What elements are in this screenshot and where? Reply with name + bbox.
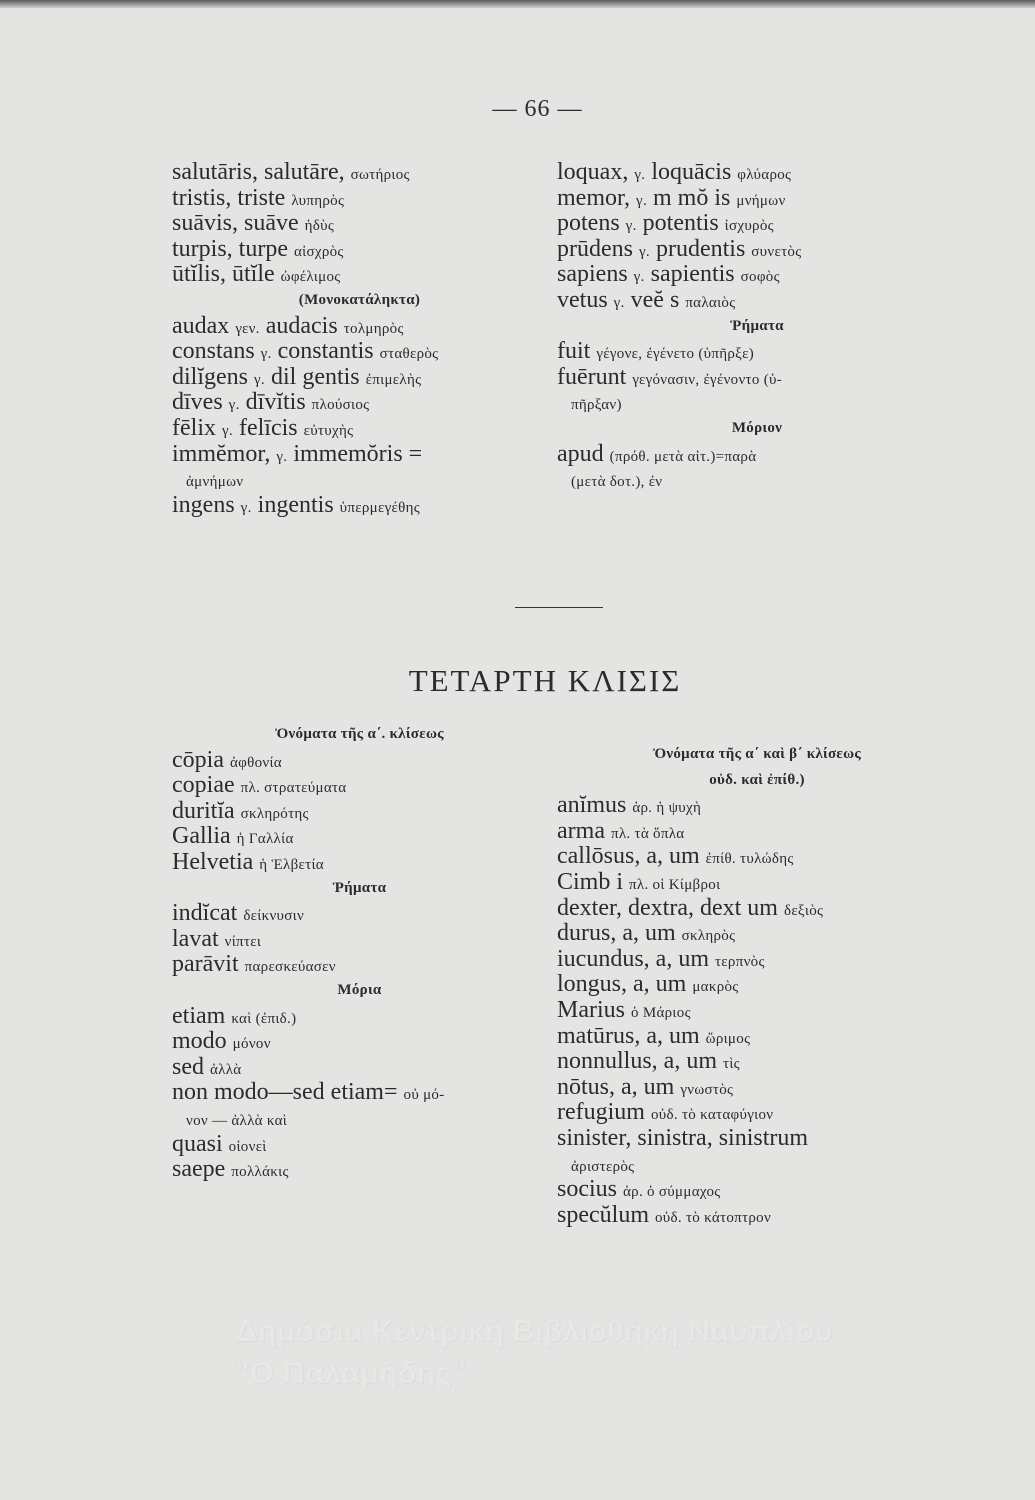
greek-text: πλ. οἱ Κίμβροι <box>629 876 721 893</box>
latin-text: salutāris, salutāre, <box>172 159 345 185</box>
greek-text: σωτήριος <box>350 167 410 183</box>
latin-text: tristis, triste <box>172 184 286 211</box>
vocab-entry <box>172 927 547 953</box>
greek-text: σκληρότης <box>240 805 309 822</box>
page-top-edge <box>0 0 1035 8</box>
latin-text: callōsus, a, um <box>557 843 700 870</box>
greek-text: δείκνυσιν <box>243 908 305 925</box>
library-watermark <box>235 1310 995 1394</box>
greek-text: νίπτει <box>224 933 262 950</box>
latin-text: dilĭgens <box>172 363 248 390</box>
greek-text: ἡδὺς <box>304 218 335 235</box>
vocab-entry <box>557 998 957 1024</box>
greek-text: Ὀνόματα τῆς α΄. κλίσεως <box>275 726 444 742</box>
category-heading <box>172 722 547 748</box>
watermark-line-2: "Ο Παλαμήδης" <box>235 1355 467 1390</box>
latin-text: Gallia <box>172 823 231 850</box>
greek-text: νον — ἀλλὰ καὶ <box>186 1112 288 1129</box>
latin-text: arma <box>557 817 605 844</box>
greek-text: ἀρ. ὁ σύμμαχος <box>623 1184 721 1201</box>
vocab-entry <box>557 870 957 896</box>
greek-text: πλ. στρατεύματα <box>240 780 347 797</box>
vocab-entry <box>172 416 547 442</box>
latin-text: durus, a, um <box>557 920 676 947</box>
greek-text: γ. <box>260 346 272 363</box>
latin-text: potens <box>557 210 620 237</box>
greek-text: γ. <box>240 499 252 516</box>
vocab-entry <box>172 824 547 850</box>
latin-text: specŭlum <box>557 1201 649 1228</box>
latin-text: copiae <box>172 772 235 799</box>
latin-text: loquācis <box>651 159 732 185</box>
vocab-entry <box>172 850 547 876</box>
latin-text: felīcis <box>238 414 298 441</box>
greek-text: οὐδ. τὸ κάτοπτρον <box>654 1209 772 1226</box>
vocab-entry <box>557 921 957 947</box>
upper-left-column <box>172 160 547 518</box>
vocab-entry <box>172 773 547 799</box>
greek-text: τὶς <box>723 1056 740 1073</box>
vocab-entry <box>172 901 547 927</box>
latin-text: ingens <box>172 491 235 518</box>
section-title: ΤΕΤΑΡΤΗ ΚΛΙΣΙΣ <box>408 663 682 698</box>
vocab-entry <box>172 748 547 774</box>
latin-text: fuērunt <box>557 363 627 390</box>
latin-text: socius <box>557 1176 617 1203</box>
latin-text: lavat <box>172 925 219 952</box>
greek-text: ὑπερμεγέθης <box>339 499 420 516</box>
greek-text: γ. <box>228 397 240 414</box>
latin-text: ūtĭlis, ūtĭle <box>172 261 275 288</box>
latin-text: dīvĭtis <box>245 389 306 416</box>
latin-text: m mŏ is <box>653 184 731 211</box>
vocab-entry <box>172 160 547 186</box>
upper-right-column <box>557 160 957 493</box>
greek-text: γνωστὸς <box>680 1081 734 1098</box>
vocab-entry <box>172 1132 547 1158</box>
latin-text: iucundus, a, um <box>557 945 709 972</box>
greek-text: καὶ (ἐπιδ.) <box>231 1010 297 1027</box>
greek-text: οὐ μό- <box>403 1087 445 1104</box>
greek-text: τολμηρὸς <box>343 320 404 337</box>
latin-text: Marius <box>557 996 625 1023</box>
category-heading <box>557 416 957 442</box>
vocab-entry <box>557 160 957 186</box>
greek-text: μνήμων <box>736 192 786 209</box>
vocab-entry <box>172 952 547 978</box>
greek-text: δεξιὸς <box>783 902 824 919</box>
latin-text: modo <box>172 1028 227 1055</box>
greek-text: γ. <box>221 422 233 439</box>
greek-text: ἡ Γαλλία <box>236 831 294 848</box>
category-heading <box>557 314 957 340</box>
latin-text: audacis <box>265 312 338 339</box>
vocab-entry <box>172 390 547 416</box>
vocab-entry <box>557 1177 957 1203</box>
latin-text: audax <box>172 312 230 339</box>
latin-text: cōpia <box>172 746 224 773</box>
greek-text: (Μονοκατάληκτα) <box>298 291 421 308</box>
greek-text: πλούσιος <box>311 397 370 414</box>
greek-text: ἡ Ἑλβετία <box>259 856 324 873</box>
greek-text: οὐδ. τὸ καταφύγιον <box>650 1107 774 1124</box>
entry-continuation <box>172 1106 547 1132</box>
latin-text: longus, a, um <box>557 971 687 998</box>
greek-text: ἀλλὰ <box>210 1061 242 1078</box>
greek-text: ἀρ. ἡ ψυχὴ <box>632 800 702 817</box>
vocab-entry <box>557 1075 957 1101</box>
greek-text: γ. <box>636 192 648 209</box>
latin-text: refugium <box>557 1099 645 1126</box>
vocab-entry <box>557 1024 957 1050</box>
greek-text: σοφὸς <box>740 269 780 286</box>
greek-text: ἀμνήμων <box>186 474 244 491</box>
vocab-entry <box>557 365 957 391</box>
category-heading <box>557 768 957 794</box>
entry-continuation <box>557 1152 957 1178</box>
vocab-entry <box>557 844 957 870</box>
greek-text: σκληρὸς <box>681 928 736 945</box>
greek-text: οἱονεὶ <box>228 1138 267 1155</box>
greek-text: ἀφθονία <box>229 754 282 771</box>
greek-text: ὁ Μάριος <box>631 1004 691 1021</box>
category-heading <box>557 742 957 768</box>
latin-text: duritĭa <box>172 797 235 824</box>
greek-text: ἰσχυρὸς <box>724 218 774 235</box>
greek-text: παλαιὸς <box>685 294 736 311</box>
vocab-entry <box>172 1029 547 1055</box>
greek-text: ἐπίθ. τυλώδης <box>705 851 794 868</box>
category-heading <box>172 978 547 1004</box>
vocab-entry <box>557 1049 957 1075</box>
greek-text: Ὀνόματα τῆς α΄ καὶ β΄ κλίσεως <box>652 746 862 762</box>
greek-text: οὐδ. καὶ ἐπίθ.) <box>709 771 805 788</box>
lower-left-column <box>172 722 547 1183</box>
latin-text: loquax, <box>557 159 629 185</box>
greek-text: Ῥήματα <box>730 317 784 334</box>
greek-text: τερπνὸς <box>714 953 765 970</box>
greek-text: (πρόθ. μετὰ αἰτ.)=παρὰ <box>609 448 757 465</box>
section-divider-rule <box>515 607 603 608</box>
latin-text: sapiens <box>557 261 628 288</box>
vocab-entry <box>557 211 957 237</box>
vocab-entry <box>172 1157 547 1183</box>
vocab-entry <box>172 1055 547 1081</box>
latin-text: turpis, turpe <box>172 235 288 262</box>
vocab-entry <box>172 339 547 365</box>
latin-text: saepe <box>172 1156 226 1183</box>
greek-text: φλύαρος <box>737 167 792 183</box>
vocab-entry <box>172 493 547 519</box>
greek-text: συνετὸς <box>751 243 802 260</box>
vocab-entry <box>557 947 957 973</box>
vocab-entry <box>557 793 957 819</box>
vocab-entry <box>557 896 957 922</box>
greek-text: πολλάκις <box>231 1164 289 1181</box>
greek-text: γ. <box>276 448 288 465</box>
latin-text: parāvit <box>172 951 239 978</box>
vocab-entry <box>172 1004 547 1030</box>
latin-text: anĭmus <box>557 792 627 819</box>
latin-text: nonnullus, a, um <box>557 1048 717 1075</box>
latin-text: etiam <box>172 1002 226 1029</box>
vocab-entry <box>557 819 957 845</box>
greek-text: λυπηρὸς <box>291 192 345 209</box>
vocab-entry <box>172 365 547 391</box>
latin-text: fuit <box>557 338 591 365</box>
greek-text: παρεσκεύασεν <box>244 959 336 976</box>
greek-text: πλ. τὰ ὅπλα <box>610 825 685 842</box>
greek-text: μόνον <box>232 1036 271 1053</box>
latin-text: memor, <box>557 184 631 211</box>
latin-text: prūdens <box>557 235 633 262</box>
entry-continuation <box>172 467 547 493</box>
greek-text: ἐπιμελὴς <box>365 371 422 388</box>
greek-text: μακρὸς <box>692 979 739 996</box>
vocab-entry <box>172 211 547 237</box>
latin-text: constantis <box>277 338 374 365</box>
latin-text: constans <box>172 338 255 365</box>
latin-text: prudentis <box>655 235 746 262</box>
greek-text: Μόρια <box>337 981 382 998</box>
vocab-entry <box>557 1203 957 1229</box>
greek-text: γεν. <box>235 320 260 337</box>
greek-text: γέγονε, ἐγένετο (ὑπῆρξε) <box>596 346 755 363</box>
greek-text: Μόριον <box>731 419 783 436</box>
latin-text: potentis <box>642 210 719 237</box>
greek-text: σταθερὸς <box>379 346 439 363</box>
greek-text: Ῥήματα <box>332 879 387 896</box>
greek-text: γ. <box>638 243 650 260</box>
greek-text: γ. <box>634 167 646 183</box>
greek-text: γ. <box>633 269 645 286</box>
vocab-entry <box>172 262 547 288</box>
vocab-entry <box>557 288 957 314</box>
vocab-entry <box>557 186 957 212</box>
greek-text: (μετὰ δοτ.), ἐν <box>571 474 663 491</box>
greek-text: ὠφέλιμος <box>280 269 341 286</box>
latin-text: indĭcat <box>172 900 238 927</box>
latin-text: dexter, dextra, dext um <box>557 894 778 921</box>
vocab-entry <box>172 186 547 212</box>
latin-text: veĕ s <box>630 286 680 313</box>
latin-text: immĕmor, <box>172 440 271 467</box>
vocab-entry <box>172 314 547 340</box>
greek-text: αἰσχρὸς <box>293 243 344 260</box>
vocab-entry <box>172 799 547 825</box>
vocab-entry <box>557 972 957 998</box>
latin-text: dil gentis <box>270 363 360 390</box>
vocab-entry <box>557 237 957 263</box>
latin-text: Helvetia <box>172 848 254 875</box>
vocab-entry <box>557 262 957 288</box>
vocab-entry <box>172 1080 547 1106</box>
latin-text: sed <box>172 1053 204 1080</box>
greek-text: γ. <box>254 371 265 388</box>
latin-text: sapientis <box>650 261 735 288</box>
greek-text: γεγόνασιν, ἐγένοντο (ὑ- <box>632 371 783 388</box>
latin-text: fēlix <box>172 414 216 441</box>
vocab-entry <box>172 442 547 468</box>
latin-text: sinister, sinistra, sinistrum <box>557 1124 809 1151</box>
latin-text: apud <box>557 440 604 467</box>
vocab-entry <box>172 237 547 263</box>
watermark-line-1: Δημόσια Κεντρική Βιβλιοθήκη Ναυπλίου <box>235 1313 833 1348</box>
latin-text: dīves <box>172 389 223 416</box>
page-number: — 66 — <box>492 96 583 122</box>
greek-text: ἀριστερὸς <box>571 1158 635 1175</box>
latin-text: vetus <box>557 286 608 313</box>
latin-text: suāvis, suāve <box>172 210 299 237</box>
latin-text: matūrus, a, um <box>557 1022 700 1049</box>
vocab-entry <box>557 1126 957 1152</box>
lower-right-column <box>557 742 957 1228</box>
latin-text: quasi <box>172 1130 223 1157</box>
latin-text: non modo—sed etiam= <box>172 1079 398 1106</box>
vocab-entry <box>557 442 957 468</box>
greek-text: γ. <box>613 294 625 311</box>
greek-text: εὐτυχὴς <box>303 422 354 439</box>
latin-text: Cimb i <box>557 868 624 895</box>
category-heading <box>172 876 547 902</box>
greek-text: πῆρξαν) <box>571 397 622 414</box>
greek-text: ὥριμος <box>705 1030 751 1047</box>
vocab-entry <box>557 1100 957 1126</box>
entry-continuation <box>557 467 957 493</box>
latin-text: immemŏris = <box>293 440 423 467</box>
entry-continuation <box>557 390 957 416</box>
vocab-entry <box>557 339 957 365</box>
greek-text: γ. <box>625 218 637 235</box>
latin-text: nōtus, a, um <box>557 1073 675 1100</box>
category-heading <box>172 288 547 314</box>
latin-text: ingentis <box>257 491 334 518</box>
